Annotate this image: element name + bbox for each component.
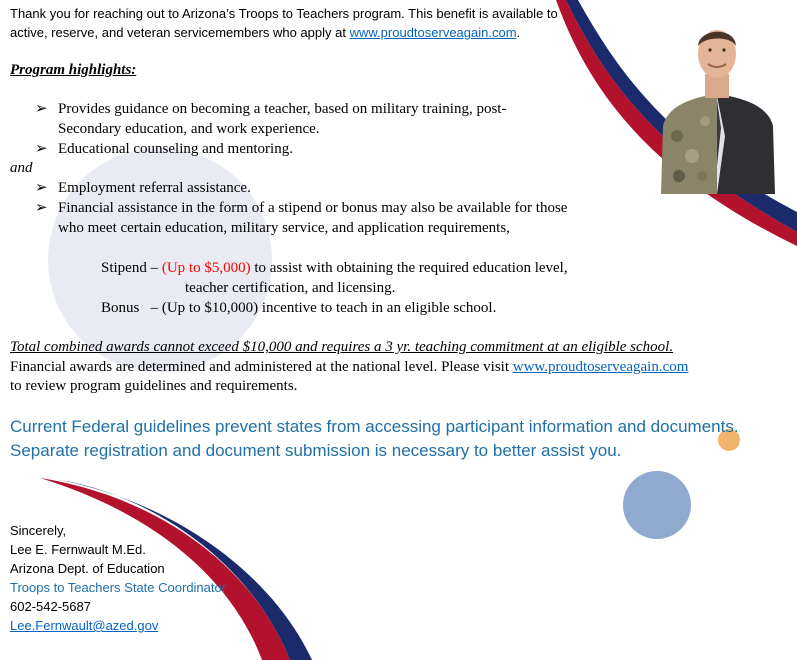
arrow-bullet-icon: ➢ bbox=[35, 101, 48, 117]
sig-org: Arizona Dept. of Education bbox=[10, 561, 165, 576]
sig-phone: 602-542-5687 bbox=[10, 599, 91, 614]
intro-paragraph bbox=[10, 4, 570, 42]
highlights-heading: Program highlights: bbox=[10, 62, 137, 78]
fin-link[interactable]: www.proudtoserveagain.com bbox=[512, 359, 689, 375]
list-item-line: Secondary education, and work experience. bbox=[58, 121, 320, 137]
bonus-label: Bonus bbox=[101, 300, 140, 316]
stipend-amount: (Up to $5,000) bbox=[161, 260, 251, 276]
stipend-label: Stipend – bbox=[101, 260, 159, 276]
sig-closing: Sincerely, bbox=[10, 523, 67, 538]
and-connector: and bbox=[10, 160, 33, 176]
stipend-desc: to assist with obtaining the required education level, bbox=[254, 260, 568, 276]
list-item bbox=[35, 178, 595, 198]
bonus-line bbox=[101, 298, 496, 318]
list-item-line: Provides guidance on becoming a teacher, based on military training, post- bbox=[58, 101, 507, 117]
arrow-bullet-icon: ➢ bbox=[35, 180, 48, 196]
sig-email-link[interactable]: Lee.Fernwault@azed.gov bbox=[10, 618, 159, 633]
fin-text: Financial awards are determined and administered at the national level. Please visit bbox=[10, 359, 509, 375]
list-item-line: Educational counseling and mentoring. bbox=[58, 141, 293, 157]
list-item bbox=[35, 198, 655, 238]
list-item-line: Financial assistance in the form of a stipend or bonus may also be available for those bbox=[58, 200, 568, 216]
financial-paragraph bbox=[10, 358, 688, 396]
arrow-bullet-icon: ➢ bbox=[35, 141, 48, 157]
list-item-line: who meet certain education, military service, and application requirements, bbox=[58, 220, 510, 236]
sig-title: Troops to Teachers State Coordinator bbox=[10, 580, 227, 595]
federal-notice bbox=[10, 415, 739, 463]
sig-name: Lee E. Fernwault M.Ed. bbox=[10, 542, 146, 557]
list-item bbox=[35, 139, 595, 159]
total-awards-note: Total combined awards cannot exceed $10,000 and requires a 3 yr. teaching commitment at an eligible school. bbox=[10, 339, 674, 355]
soldier-photo bbox=[657, 16, 779, 194]
list-item bbox=[35, 99, 595, 139]
bonus-desc: – (Up to $10,000) incentive to teach in an eligible school. bbox=[150, 300, 497, 316]
intro-link[interactable]: www.proudtoserveagain.com bbox=[349, 25, 517, 40]
fin-text-2: to review program guidelines and requirements. bbox=[10, 378, 298, 394]
stipend-line bbox=[101, 258, 568, 278]
notice-line: Current Federal guidelines prevent states from accessing participant information and documents. bbox=[10, 417, 739, 436]
arrow-bullet-icon: ➢ bbox=[35, 200, 48, 216]
intro-text: Thank you for reaching out to Arizona’s Troops to Teachers program. This benefit is available to active, reserve, and veteran servicemembers who apply at bbox=[10, 6, 558, 40]
notice-line: Separate registration and document submission is necessary to better assist you. bbox=[10, 441, 622, 460]
list-item-line: Employment referral assistance. bbox=[58, 180, 251, 196]
intro-period: . bbox=[516, 25, 521, 40]
blue-circle bbox=[623, 471, 691, 539]
stipend-desc-2: teacher certification, and licensing. bbox=[185, 280, 396, 296]
